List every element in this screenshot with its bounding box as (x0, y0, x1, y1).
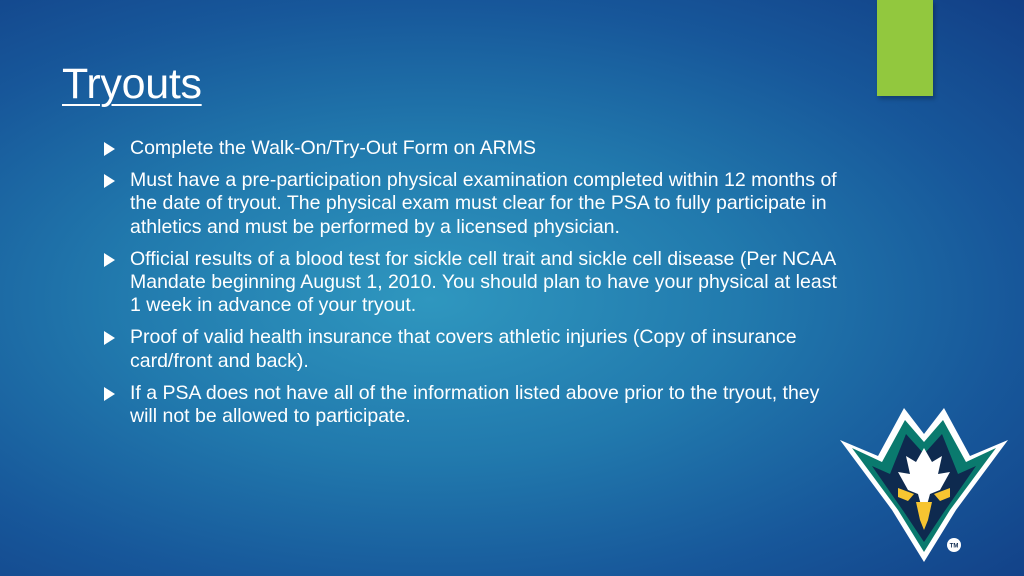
triangle-right-icon (104, 253, 115, 267)
bullet-list (101, 137, 846, 437)
accent-bar (877, 0, 933, 96)
triangle-right-icon (104, 387, 115, 401)
seahawk-logo (838, 404, 1010, 564)
bullet-text: Complete the Walk-On/Try-Out Form on ARMS (130, 137, 536, 159)
triangle-right-icon (104, 174, 115, 188)
bullet-text: Official results of a blood test for sickle cell trait and sickle cell disease (Per NCAA Mandate beginning August 1, 2010. You should plan to have your physical at least 1 week in advance of your tryout. (130, 247, 837, 317)
slide-title: Tryouts (62, 60, 202, 108)
triangle-right-icon (104, 142, 115, 156)
triangle-right-icon (104, 331, 115, 345)
bullet-text: Must have a pre-participation physical examination completed within 12 months of the date of tryout. The physical exam must clear for the PSA to fully participate in athletics and must be performed by a licensed physician. (130, 169, 837, 238)
bullet-item (101, 382, 846, 428)
bullet-text: Proof of valid health insurance that covers athletic injuries (Copy of insurance card/front and back). (130, 326, 797, 372)
trademark-label: TM (949, 543, 959, 550)
bullet-text: If a PSA does not have all of the information listed above prior to the tryout, they will not be allowed to participate. (130, 381, 820, 428)
bullet-item (101, 326, 846, 372)
bullet-item (101, 137, 846, 160)
bullet-item (101, 169, 846, 239)
bullet-item (101, 248, 846, 318)
